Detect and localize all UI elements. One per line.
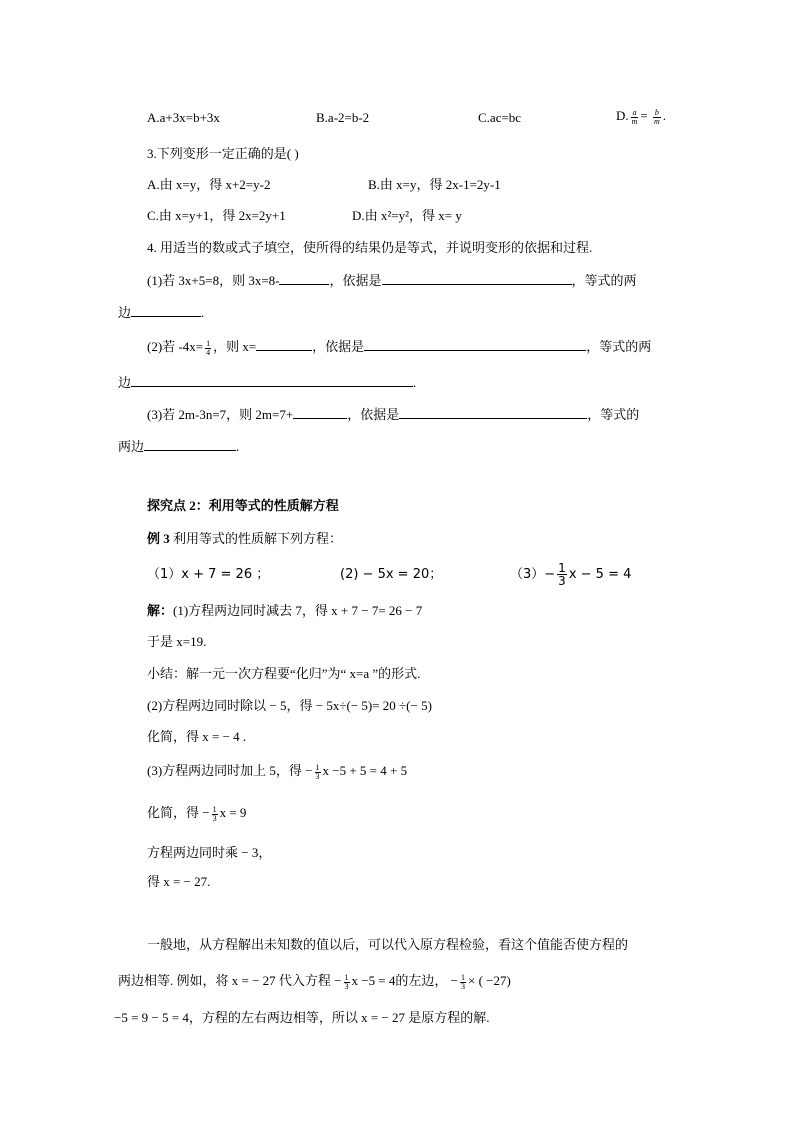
- q4-part1-line: [147, 270, 637, 291]
- q2-option-c: C.ac=bc: [478, 110, 522, 125]
- solution-step-1: [147, 601, 422, 621]
- q4-part2-blank-3: [131, 372, 413, 387]
- fraction-numerator: 1: [206, 338, 211, 348]
- q4-part2-text-e: 边: [118, 375, 132, 390]
- example-label: 例 3: [147, 531, 170, 546]
- fraction-numerator: 1: [461, 972, 465, 982]
- q4-part2-fraction: [205, 340, 211, 357]
- q2-option-d-prefix: D.: [616, 108, 629, 123]
- closing-line-2-text-a: 两边相等. 例如，将 x = − 27 代入方程 −: [118, 973, 342, 988]
- summary: 小结：解一元一次方程要“化归”为“ x=a ”的形式.: [147, 666, 421, 681]
- closing-line-2-text-b: x −5 = 4的左边， −: [351, 973, 458, 988]
- q4-part3-text-b: ，依据是: [347, 407, 400, 422]
- solution-step-3b-text-b: x = 9: [219, 805, 247, 820]
- fraction-denominator: 3: [461, 981, 465, 991]
- q4-part2-blank-2: [364, 336, 586, 351]
- q4-part1-text-e: .: [201, 305, 205, 320]
- q2-option-d-suffix: .: [662, 108, 667, 123]
- equation-3: [510, 562, 631, 587]
- fraction-denominator: 3: [315, 771, 320, 781]
- solution-step-1-text: (1)方程两边同时减去 7，得 x + 7 − 7= 26 − 7: [173, 603, 423, 618]
- q4-part3-blank-2: [399, 404, 587, 419]
- fraction-numerator: 1: [315, 762, 320, 772]
- q4-part2-text-a: (2)若 -4x=: [147, 339, 204, 354]
- q2-option-a: A.a+3x=b+3x: [147, 110, 220, 125]
- solution-step-3-text-b: x −5 + 5 = 4 + 5: [322, 763, 408, 778]
- closing-line-2: [118, 971, 511, 991]
- q4-part2-text-b: ，则 x=: [213, 339, 257, 354]
- solution-step-2: (2)方程两边同时除以 − 5，得 − 5x÷(− 5)= 20 ÷(− 5): [147, 698, 432, 713]
- q3-option-b: B.由 x=y，得 2x-1=2y-1: [368, 177, 501, 192]
- q4-part2-text-d: ，等式的两: [586, 339, 652, 354]
- q2-option-d-fraction-2: [653, 109, 661, 126]
- fraction-denominator: 3: [558, 574, 566, 588]
- q4-part2-text-c: ，依据是: [312, 339, 365, 354]
- q4-part2-line-2: [118, 372, 416, 393]
- closing-line-2-fraction-1: [344, 974, 350, 991]
- fraction-denominator: 3: [212, 813, 217, 823]
- solution-step-3: [147, 761, 407, 781]
- q4-part2-line: [147, 336, 651, 357]
- equation-1: （1）x + 7 = 26 ；: [147, 567, 270, 582]
- q4-part3-blank-3: [144, 436, 236, 451]
- q4-part1-blank-2: [382, 270, 572, 285]
- q3-option-d: D.由 x²=y²，得 x= y: [352, 208, 462, 223]
- solution-step-2b: 化简，得 x = − 4 .: [147, 729, 247, 744]
- q2-option-d: [616, 106, 666, 126]
- q4-part3-line: [147, 404, 639, 425]
- fraction-numerator: 1: [344, 972, 349, 982]
- q4-part1-line-2: [118, 302, 204, 323]
- solution-step-3c: 方程两边同时乘 − 3，: [147, 845, 272, 860]
- q4-part3-text-d: 两边: [118, 439, 145, 454]
- solution-step-3b: [147, 803, 246, 823]
- solution-label: 解：: [147, 603, 174, 618]
- q4-part3-text-e: .: [236, 439, 240, 454]
- solution-step-3b-fraction: [212, 806, 218, 823]
- q4-part2-text-f: .: [413, 375, 417, 390]
- q4-part1-text-b: ，依据是: [329, 273, 382, 288]
- example-text: 利用等式的性质解下列方程：: [169, 531, 343, 546]
- solution-step-1b: 于是 x=19.: [147, 634, 207, 649]
- fraction-denominator: m: [631, 116, 638, 126]
- solution-step-3b-text-a: 化简，得 −: [147, 805, 210, 820]
- q2-option-d-fraction-1: [631, 109, 639, 126]
- equation-3-prefix: （3）−: [510, 567, 556, 582]
- q4-part3-text-c: ，等式的: [587, 407, 640, 422]
- example-heading: [147, 529, 342, 549]
- q3-option-c: C.由 x=y+1，得 2x=2y+1: [147, 208, 286, 223]
- q4-part1-text-a: (1)若 3x+5=8，则 3x=8-: [147, 273, 280, 288]
- q4-part3-blank-1: [293, 404, 347, 419]
- fraction-numerator: b: [654, 107, 659, 117]
- fraction-numerator: a: [632, 107, 637, 117]
- q4-part3-text-a: (3)若 2m-3n=7，则 2m=7+: [147, 407, 294, 422]
- q4-part3-line-2: [118, 436, 239, 457]
- q3-option-a: A.由 x=y，得 x+2=y-2: [147, 177, 271, 192]
- fraction-denominator: m: [654, 116, 660, 126]
- fraction-denominator: 3: [344, 981, 349, 991]
- q4-part1-blank-3: [131, 302, 201, 317]
- fraction-numerator: 1: [558, 561, 566, 575]
- q4-part1-text-c: ，等式的两: [571, 273, 637, 288]
- closing-line-2-text-c: × ( −27): [468, 973, 511, 988]
- q4-part1-text-d: 边: [118, 305, 132, 320]
- q3-stem: 3.下列变形一定正确的是( ): [147, 146, 299, 161]
- q4-part2-blank-1: [256, 336, 312, 351]
- fraction-denominator: 4: [206, 347, 211, 357]
- fraction-numerator: 1: [212, 804, 217, 814]
- equation-2: (2) − 5x = 20；: [340, 567, 443, 582]
- q4-part1-blank-1: [279, 270, 329, 285]
- solution-step-3-text-a: (3)方程两边同时加上 5，得 −: [147, 763, 313, 778]
- equation-3-suffix: x − 5 = 4: [568, 567, 632, 582]
- q2-option-b: B.a-2=b-2: [316, 110, 370, 125]
- closing-line-3: −5 = 9 − 5 = 4，方程的左右两边相等，所以 x = − 27 是原方程的解.: [114, 1010, 490, 1025]
- q4-stem: 4. 用适当的数或式子填空，使所得的结果仍是等式，并说明变形的依据和过程.: [147, 240, 593, 255]
- q2-option-d-equals: =: [640, 108, 648, 123]
- solution-step-3d: 得 x = − 27.: [147, 874, 211, 889]
- equation-3-fraction: [557, 562, 567, 587]
- section-title: 探究点 2：利用等式的性质解方程: [147, 498, 339, 513]
- solution-step-3-fraction: [315, 764, 321, 781]
- closing-line-1: 一般地，从方程解出未知数的值以后，可以代入原方程检验，看这个值能否使方程的: [147, 937, 629, 952]
- closing-line-2-fraction-2: [460, 974, 466, 991]
